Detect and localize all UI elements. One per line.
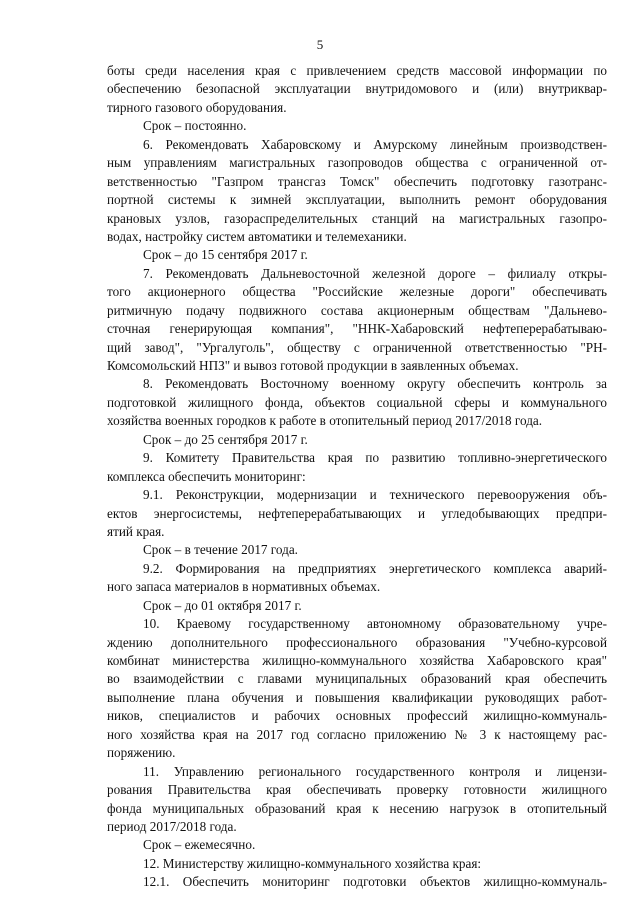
text-line: подготовкой жилищного фонда, объектов социальной сферы и коммунального [107, 394, 607, 410]
text-line: боты среди населения края с привлечением средств массовой информации по [107, 63, 607, 78]
text-line: ектов энергосистемы, нефтеперерабатывающих и угледобывающих предпри- [107, 505, 607, 521]
text-line: 12. Министерству жилищно-коммунального хозяйства края: [143, 855, 482, 871]
text-line: ветственностью "Газпром трансгаз Томск" обеспечить подготовку газотранс- [107, 173, 607, 189]
text-line: ников, специалистов и рабочих основных профессий жилищно-коммуналь- [107, 708, 607, 724]
text-line: того акционерного общества "Российские железные дороги" обеспечивать [107, 284, 607, 300]
page-number: 5 [316, 37, 324, 52]
text-line: Комсомольский НПЗ" и вывоз готовой продукции в заявленных объемах. [107, 358, 519, 373]
text-line: 9. Комитету Правительства края по развитию топливно-энергетического [143, 450, 607, 466]
text-line: выполнение плана обучения и повышения квалификации руководящих работ- [107, 689, 607, 705]
text-line: 10. Краевому государственному автономному образовательному учре- [143, 616, 607, 632]
text-line: Срок – до 15 сентября 2017 г. [143, 247, 308, 263]
text-line: сточная генерирующая компания", "ННК-Хабаровский нефтеперерабатываю- [107, 321, 607, 337]
text-line: Срок – ежемесячно. [143, 837, 256, 853]
text-line: хозяйства военных городков к работе в отопительный период 2017/2018 года. [107, 413, 543, 429]
text-line: ритмичную подачу подвижного состава акционерным обществам "Дальнево- [107, 302, 607, 318]
text-line: поряжению. [107, 745, 176, 761]
text-line: 8. Рекомендовать Восточному военному округу обеспечить контроль за [143, 376, 607, 392]
text-line: ного хозяйства края на 2017 год согласно приложению № 3 к настоящему рас- [107, 726, 607, 742]
text-line: ным управлениям магистральных газопроводов общества с ограниченной от- [107, 155, 607, 171]
text-line: период 2017/2018 года. [107, 818, 237, 834]
text-line: обеспечению безопасной эксплуатации внутридомового и (или) внутриквар- [107, 81, 607, 97]
text-line: ждению дополнительного профессионального образования "Учебно-курсовой [107, 634, 607, 650]
text-line: Срок – до 25 сентября 2017 г. [143, 431, 308, 447]
text-line: крановых узлов, газораспределительных станций на магистральных газопро- [107, 210, 607, 226]
text-line: Срок – до 01 октября 2017 г. [143, 597, 302, 613]
text-line: рования Правительства края обеспечивать проверку готовности жилищного [107, 782, 607, 798]
text-line: 9.2. Формирования на предприятиях энергетического комплекса аварий- [143, 560, 607, 576]
text-line: комбинат министерства жилищно-коммунального хозяйства Хабаровского края" [107, 653, 607, 668]
text-line: щий завод", "Ургалуголь", обществу с ограниченной ответственностью "РН- [107, 339, 607, 355]
text-line: водах, настройку систем автоматики и телемеханики. [107, 228, 407, 244]
text-line: во взаимодействии с главами муниципальных образований края обеспечить [107, 671, 607, 687]
text-line: портной системы к зимней эксплуатации, выполнить ремонт оборудования [107, 192, 607, 208]
text-line: тирного газового оборудования. [107, 99, 287, 115]
text-line: ного запаса материалов в нормативных объемах. [107, 579, 381, 595]
text-line: 9.1. Реконструкции, модернизации и технического перевооружения объ- [143, 487, 607, 503]
text-line: Срок – в течение 2017 года. [143, 542, 298, 558]
text-line: 11. Управлению регионального государственного контроля и лицензи- [143, 763, 607, 779]
text-line: 12.1. Обеспечить мониторинг подготовки объектов жилищно-коммуналь- [143, 874, 607, 890]
text-line: 6. Рекомендовать Хабаровскому и Амурскому линейным производствен- [143, 136, 607, 152]
text-line: фонда муниципальных образований края к несению нагрузок в отопительный [107, 800, 607, 816]
text-line: комплекса обеспечить мониторинг: [107, 468, 306, 484]
text-line: 7. Рекомендовать Дальневосточной железной дороге – филиалу откры- [143, 265, 607, 281]
text-line: Срок – постоянно. [143, 118, 247, 134]
text-line: ятий края. [107, 523, 165, 539]
document-body [107, 62, 607, 892]
